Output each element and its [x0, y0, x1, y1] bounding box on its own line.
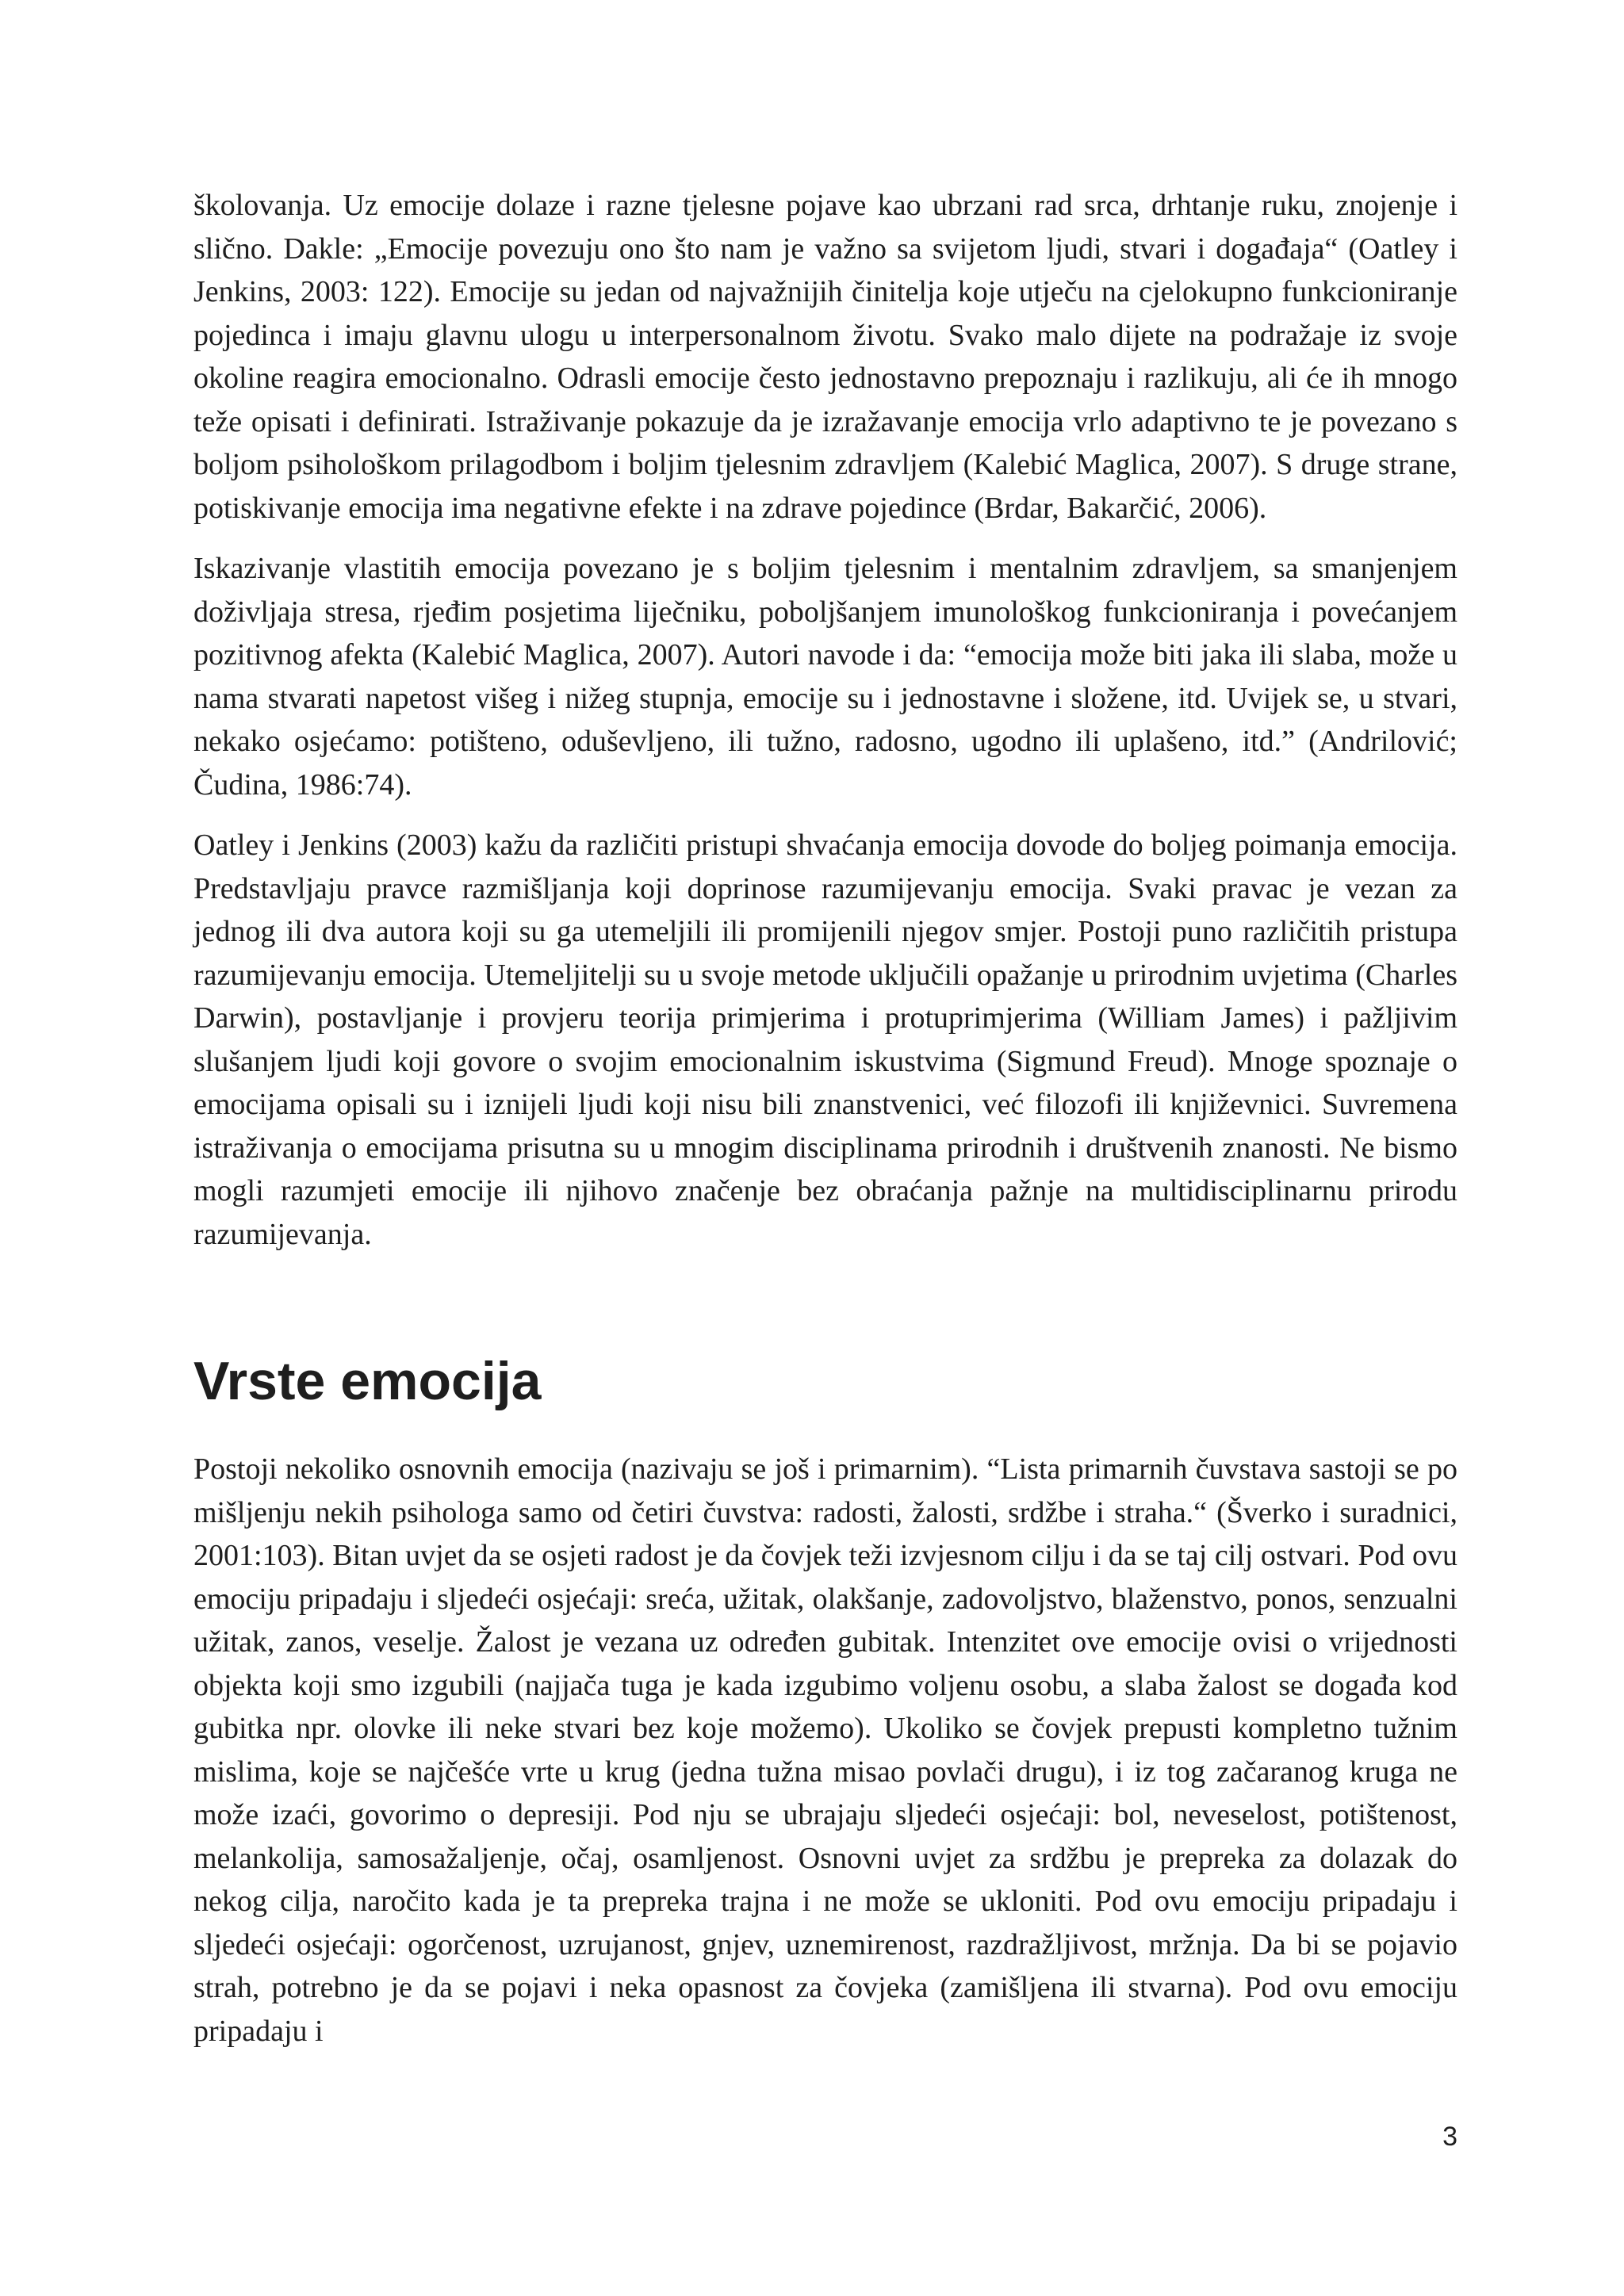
paragraph-3: Oatley i Jenkins (2003) kažu da različiti pristupi shvaćanja emocija dovode do boljeg poimanja emocija. Predstavljaju pravce razmišljanja koji doprinose razumijevanju emocija. Svaki pravac je vezan za jednog ili dva autora koji su ga utemeljili ili promijenili njegov smjer. Postoji puno različitih pristupa razumijevanju emocija. Utemeljitelji su u svoje metode uključili opažanje u prirodnim uvjetima (Charles Darwin), postavljanje i provjeru teorija primjerima i protuprimjerima (William James) i pažljivim slušanjem ljudi koji govore o svojim emocionalnim iskustvima (Sigmund Freud). Mnoge spoznaje o emocijama opisali su i iznijeli ljudi koji nisu bili znanstvenici, već filozofi ili književnici. Suvremena istraživanja o emocijama prisutna su u mnogim disciplinama prirodnih i društvenih znanosti. Ne bismo mogli razumjeti emocije ili njihovo značenje bez obraćanja pažnje na multidisciplinarnu prirodu razumijevanja.	[193, 828, 1457, 1251]
section-heading: Vrste emocija	[193, 1351, 542, 1411]
paragraph-2: Iskazivanje vlastitih emocija povezano je s boljim tjelesnim i mentalnim zdravljem, sa smanjenjem doživljaja stresa, rjeđim posjetima liječniku, poboljšanjem imunološkog funkcioniranja i povećanjem pozitivnog afekta (Kalebić Maglica, 2007). Autori navode i da: “emocija može biti jaka ili slaba, može u nama stvarati napetost višeg i nižeg stupnja, emocije su i jednostavne i složene, itd. Uvijek se, u stvari, nekako osjećamo: potišteno, oduševljeno, ili tužno, radosno, ugodno ili uplašeno, itd.” (Andrilović; Čudina, 1986:74).	[193, 552, 1457, 802]
paragraph-1: školovanja. Uz emocije dolaze i razne tjelesne pojave kao ubrzani rad srca, drhtanje ruku, znojenje i slično. Dakle: „Emocije povezuju ono što nam je važno sa svijetom ljudi, stvari i događaja“ (Oatley i Jenkins, 2003: 122). Emocije su jedan od najvažnijih činitelja koje utječu na cjelokupno funkcioniranje pojedinca i imaju glavnu ulogu u interpersonalnom životu. Svako malo dijete na podražaje iz svoje okoline reagira emocionalno. Odrasli emocije često jednostavno prepoznaju i razlikuju, ali će ih mnogo teže opisati i definirati. Istraživanje pokazuje da je izražavanje emocija vrlo adaptivno te je povezano s boljom psihološkom prilagodbom i boljim tjelesnim zdravljem (Kalebić Maglica, 2007). S druge strane, potiskivanje emocija ima negativne efekte i na zdrave pojedince (Brdar, Bakarčić, 2006).	[193, 189, 1457, 525]
page-content	[193, 184, 1457, 2053]
page-number: 3	[1442, 2122, 1457, 2152]
paragraph-4: Postoji nekoliko osnovnih emocija (nazivaju se još i primarnim). “Lista primarnih čuvstava sastoji se po mišljenju nekih psihologa samo od četiri čuvstva: radosti, žalosti, srdžbe i straha.“ (Šverko i suradnici, 2001:103). Bitan uvjet da se osjeti radost je da čovjek teži izvjesnom cilju i da se taj cilj ostvari. Pod ovu emociju pripadaju i sljedeći osjećaji: sreća, užitak, olakšanje, zadovoljstvo, blaženstvo, ponos, senzualni užitak, zanos, veselje. Žalost je vezana uz određen gubitak. Intenzitet ove emocije ovisi o vrijednosti objekta koji smo izgubili (najjača tuga je kada izgubimo voljenu osobu, a slaba žalost se događa kod gubitka npr. olovke ili neke stvari bez koje možemo). Ukoliko se čovjek prepusti kompletno tužnim mislima, koje se najčešće vrte u krug (jedna tužna misao povlači drugu), i iz tog začaranog kruga ne može izaći, govorimo o depresiji. Pod nju se ubrajaju sljedeći osjećaji: bol, neveselost, potištenost, melankolija, samosažaljenje, očaj, osamljenost. Osnovni uvjet za srdžbu je prepreka za dolazak do nekog cilja, naročito kada je ta prepreka trajna i ne može se ukloniti. Pod ovu emociju pripadaju i sljedeći osjećaji: ogorčenost, uzrujanost, gnjev, uznemirenost, razdražljivost, mržnja. Da bi se pojavio strah, potrebno je da se pojavi i neka opasnost za čovjeka (zamišljena ili stvarna). Pod ovu emociju pripadaju i	[193, 1452, 1457, 2048]
